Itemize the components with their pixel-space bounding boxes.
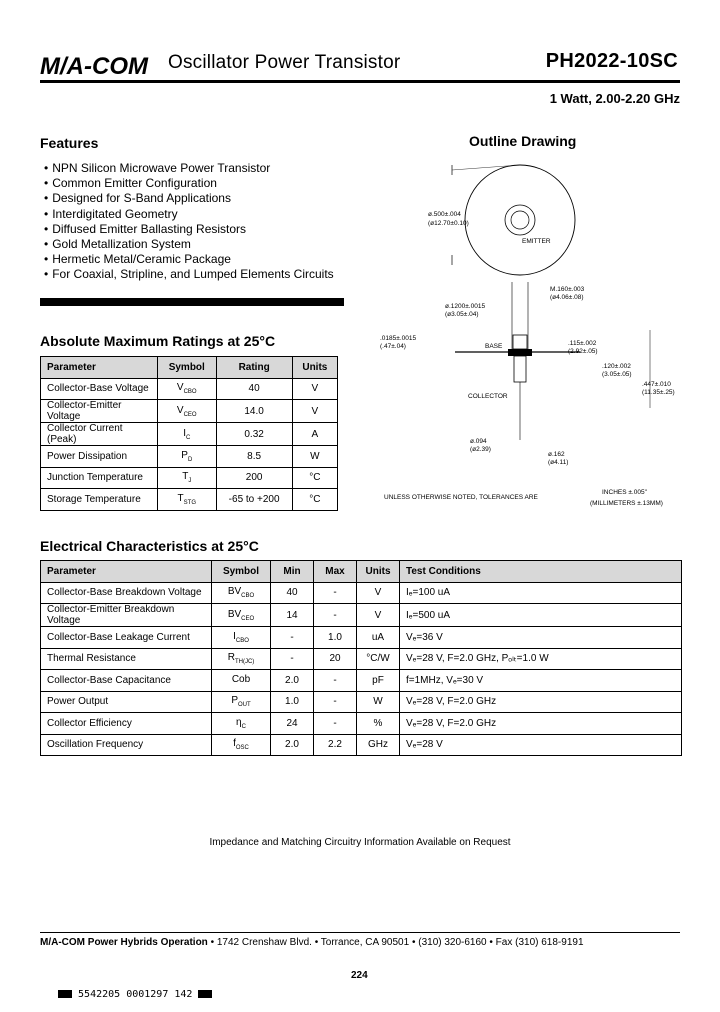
cell-unit: GHz xyxy=(357,734,400,756)
cell-max: - xyxy=(314,713,357,735)
cell-symbol: $R_{TH(JC)}$ xyxy=(212,648,271,670)
table-row xyxy=(41,713,682,735)
feature-item: • NPN Silicon Microwave Power Transistor xyxy=(44,161,334,176)
cell-symbol: $P_{OUT}$ xyxy=(212,691,271,713)
outline-drawing xyxy=(380,150,690,510)
cell-max: - xyxy=(314,670,357,692)
table-row xyxy=(41,467,338,489)
cell-symbol: $I_C$ xyxy=(158,423,217,446)
cell-conditions: Vₑ=36 V xyxy=(400,627,682,649)
feature-item: • Hermetic Metal/Ceramic Package xyxy=(44,252,334,267)
table-row xyxy=(41,446,338,468)
cell-max: - xyxy=(314,582,357,604)
cell-unit: pF xyxy=(357,670,400,692)
tolerance-inches: INCHES ±.005" xyxy=(602,489,647,496)
dim-115: .115±.002 xyxy=(568,340,597,347)
cell-min: 24 xyxy=(271,713,314,735)
feature-item: • Common Emitter Configuration xyxy=(44,176,334,191)
table-row xyxy=(41,423,338,446)
dim-115-mm: (2.92±.05) xyxy=(568,348,598,355)
col-max: Max xyxy=(314,561,357,583)
col-parameter: Parameter xyxy=(41,357,158,379)
cell-param: Collector-Emitter Breakdown Voltage xyxy=(41,604,212,627)
cell-unit: uA xyxy=(357,627,400,649)
dim-094: ø.094 xyxy=(470,438,487,445)
cell-rating: -65 to +200 xyxy=(216,489,292,511)
feature-item: • Designed for S-Band Applications xyxy=(44,191,334,206)
impedance-note: Impedance and Matching Circuitry Information Available on Request xyxy=(209,837,511,848)
dim-162: ø.162 xyxy=(548,451,565,458)
table-row xyxy=(41,691,682,713)
cell-symbol: $BV_{CEO}$ xyxy=(212,604,271,627)
cell-max: 20 xyxy=(314,648,357,670)
cell-min: 1.0 xyxy=(271,691,314,713)
product-subtitle: 1 Watt, 2.00-2.20 GHz xyxy=(549,91,680,106)
dim-094-mm: (ø2.39) xyxy=(470,446,491,453)
col-test-conditions: Test Conditions xyxy=(400,561,682,583)
outline-title: Outline Drawing xyxy=(469,133,577,149)
col-symbol: Symbol xyxy=(158,357,217,379)
feature-item: • Interdigitated Geometry xyxy=(44,207,334,222)
cell-min: 2.0 xyxy=(271,734,314,756)
footer-company: M/A-COM Power Hybrids Operation xyxy=(40,937,208,948)
dim-447-mm: (11.35±.25) xyxy=(642,389,675,396)
cell-param: Collector-Base Breakdown Voltage xyxy=(41,582,212,604)
col-parameter: Parameter xyxy=(41,561,212,583)
cell-max: 2.2 xyxy=(314,734,357,756)
cell-symbol: $f_{OSC}$ xyxy=(212,734,271,756)
table-row xyxy=(41,378,338,400)
cell-unit: V xyxy=(357,582,400,604)
cell-param: Power Output xyxy=(41,691,212,713)
col-units: Units xyxy=(292,357,337,379)
footer-rule xyxy=(40,932,680,933)
header-rule xyxy=(40,80,680,83)
cell-max: - xyxy=(314,604,357,627)
cell-symbol: $T_{STG}$ xyxy=(158,489,217,511)
dim-120-mm: (ø3.05±.04) xyxy=(445,311,479,318)
features-list xyxy=(44,161,334,283)
cell-unit: V xyxy=(357,604,400,627)
col-symbol: Symbol xyxy=(212,561,271,583)
cell-unit: °C/W xyxy=(357,648,400,670)
cell-conditions: Vₑ=28 V, F=2.0 GHz xyxy=(400,713,682,735)
cell-conditions: f=1MHz, Vₑ=30 V xyxy=(400,670,682,692)
cell-rating: 40 xyxy=(216,378,292,400)
cell-param: Collector-Emitter Voltage xyxy=(41,400,158,423)
cell-unit: W xyxy=(292,446,337,468)
cell-rating: 8.5 xyxy=(216,446,292,468)
cell-min: 2.0 xyxy=(271,670,314,692)
cell-symbol: $BV_{CBO}$ xyxy=(212,582,271,604)
dim-m160: M.160±.003 xyxy=(550,286,585,293)
cell-unit: W xyxy=(357,691,400,713)
cell-unit: V xyxy=(292,400,337,423)
cell-unit: % xyxy=(357,713,400,735)
cell-min: 40 xyxy=(271,582,314,604)
cell-rating: 14.0 xyxy=(216,400,292,423)
page-number: 224 xyxy=(351,970,368,981)
dim-120: ø.1200±.0015 xyxy=(445,303,486,310)
footer-address xyxy=(40,937,584,948)
barcode xyxy=(58,989,212,1000)
cell-symbol: $V_{CEO}$ xyxy=(158,400,217,423)
cell-param: Power Dissipation xyxy=(41,446,158,468)
cell-rating: 200 xyxy=(216,467,292,489)
part-number: PH2022-10SC xyxy=(545,50,678,72)
cell-min: - xyxy=(271,627,314,649)
cell-param: Collector Efficiency xyxy=(41,713,212,735)
cell-param: Collector-Base Leakage Current xyxy=(41,627,212,649)
feature-item: • Gold Metallization System xyxy=(44,237,334,252)
label-base: BASE xyxy=(485,343,503,350)
dim-diameter-mm: (ø12.70±0.10) xyxy=(428,220,469,227)
dim-447: .447±.010 xyxy=(642,381,671,388)
cell-unit: A xyxy=(292,423,337,446)
cell-unit: °C xyxy=(292,489,337,511)
cell-param: Oscillation Frequency xyxy=(41,734,212,756)
cell-param: Storage Temperature xyxy=(41,489,158,511)
table-row xyxy=(41,627,682,649)
cell-rating: 0.32 xyxy=(216,423,292,446)
table-row xyxy=(41,670,682,692)
section-divider xyxy=(40,298,344,306)
table-row xyxy=(41,582,682,604)
cell-conditions: Iₑ=500 uA xyxy=(400,604,682,627)
label-collector: COLLECTOR xyxy=(468,393,508,400)
col-units: Units xyxy=(357,561,400,583)
table-row xyxy=(41,400,338,423)
logo-text: M/A-COM xyxy=(40,53,148,80)
feature-item: • Diffused Emitter Ballasting Resistors xyxy=(44,222,334,237)
cell-symbol: Cob xyxy=(212,670,271,692)
dim-0185: .0185±.0015 xyxy=(380,335,417,342)
package-flange-circle xyxy=(465,165,575,275)
macom-logo xyxy=(40,50,158,80)
cell-symbol: $I_{CBO}$ xyxy=(212,627,271,649)
dim-162-mm: (ø4.11) xyxy=(548,459,569,466)
abs-max-table xyxy=(40,356,338,511)
package-base-lead xyxy=(508,349,532,356)
cell-min: - xyxy=(271,648,314,670)
cell-conditions: Vₑ=28 V, F=2.0 GHz xyxy=(400,691,682,713)
cell-symbol: $T_J$ xyxy=(158,467,217,489)
cell-conditions: Vₑ=28 V, F=2.0 GHz, Pₒₗₜ=1.0 W xyxy=(400,648,682,670)
barcode-text: 5542205 0001297 142 xyxy=(78,989,193,1000)
label-emitter: EMITTER xyxy=(522,238,551,245)
cell-min: 14 xyxy=(271,604,314,627)
cell-unit: °C xyxy=(292,467,337,489)
col-rating: Rating xyxy=(216,357,292,379)
cell-symbol: $P_D$ xyxy=(158,446,217,468)
footer-address-text: • 1742 Crenshaw Blvd. • Torrance, CA 90501 • (310) 320-6160 • Fax (310) 618-9191 xyxy=(210,937,584,948)
barcode-mark-right xyxy=(198,990,212,998)
elec-table xyxy=(40,560,682,756)
cell-param: Collector Current (Peak) xyxy=(41,423,158,446)
dim-120b: .120±.002 xyxy=(602,363,631,370)
dim-120b-mm: (3.05±.05) xyxy=(602,371,632,378)
tolerance-mm: (MILLIMETERS ±.13MM) xyxy=(590,500,663,507)
cell-conditions: Iₑ=100 uA xyxy=(400,582,682,604)
table-row xyxy=(41,604,682,627)
features-title: Features xyxy=(40,135,99,151)
elec-header-row xyxy=(41,561,682,583)
table-row xyxy=(41,734,682,756)
dim-diameter: ø.500±.004 xyxy=(428,211,461,218)
cell-conditions: Vₑ=28 V xyxy=(400,734,682,756)
cell-param: Thermal Resistance xyxy=(41,648,212,670)
table-row xyxy=(41,648,682,670)
tolerance-note: UNLESS OTHERWISE NOTED, TOLERANCES ARE xyxy=(384,494,538,501)
feature-item: • For Coaxial, Stripline, and Lumped Elements Circuits xyxy=(44,267,334,282)
abs-max-title: Absolute Maximum Ratings at 25°C xyxy=(40,333,276,349)
cell-symbol: $\eta_C$ xyxy=(212,713,271,735)
abs-max-header-row xyxy=(41,357,338,379)
barcode-mark-left xyxy=(58,990,72,998)
dim-0185-mm: (.47±.04) xyxy=(380,343,406,350)
document-title: Oscillator Power Transistor xyxy=(168,52,401,73)
table-row xyxy=(41,489,338,511)
cell-symbol: $V_{CBO}$ xyxy=(158,378,217,400)
cell-param: Junction Temperature xyxy=(41,467,158,489)
cell-param: Collector-Base Voltage xyxy=(41,378,158,400)
dim-m160-mm: (ø4.06±.08) xyxy=(550,294,584,301)
elec-title: Electrical Characteristics at 25°C xyxy=(40,538,259,554)
cell-param: Collector-Base Capacitance xyxy=(41,670,212,692)
cell-max: - xyxy=(314,691,357,713)
cell-unit: V xyxy=(292,378,337,400)
col-min: Min xyxy=(271,561,314,583)
cell-max: 1.0 xyxy=(314,627,357,649)
